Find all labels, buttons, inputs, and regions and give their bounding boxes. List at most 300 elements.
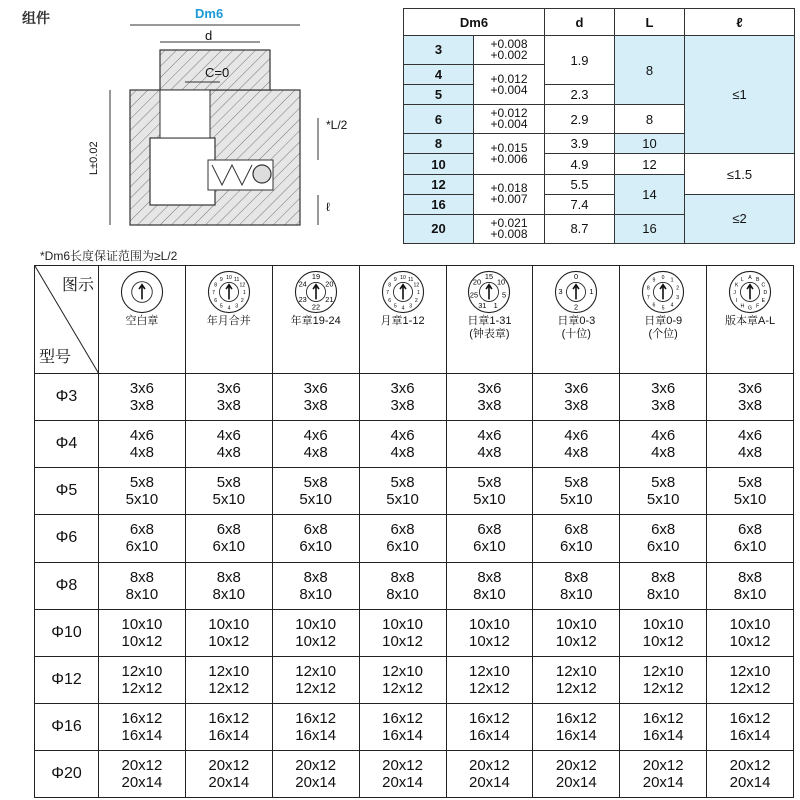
- size-option-2: 8x10: [212, 585, 246, 603]
- stamp-dial-icon: [207, 270, 251, 314]
- size-cell: [359, 515, 446, 562]
- size-option-1: 8x8: [390, 568, 415, 586]
- size-cell: [707, 562, 794, 609]
- stamp-mark: H: [740, 303, 745, 310]
- l-value: 10: [615, 134, 685, 154]
- stamp-day-clock: [446, 266, 533, 374]
- size-option-1: 12x10: [382, 662, 423, 680]
- stamp-mark: 8: [647, 285, 650, 292]
- size-cell: [185, 656, 272, 703]
- dm-value: 4: [404, 64, 474, 84]
- stamp-dial-icon: [467, 270, 511, 314]
- size-option-1: 8x8: [564, 568, 589, 586]
- size-option-1: 5x8: [477, 474, 502, 492]
- size-option-1: 6x8: [129, 521, 155, 539]
- size-option-2: 6x10: [473, 538, 506, 556]
- table-row: [35, 750, 794, 797]
- size-cell: [533, 468, 620, 515]
- size-option-1: 12x10: [729, 662, 771, 680]
- stamp-mark: 4: [227, 305, 231, 312]
- dm-value: 12: [404, 174, 474, 194]
- size-option-2: 10x12: [121, 632, 163, 650]
- size-label: Φ16: [35, 703, 99, 750]
- stamp-month: [359, 266, 446, 374]
- size-cell: [272, 750, 359, 797]
- stamp-caption-sub: (十位): [561, 328, 591, 340]
- size-option-2: 20x14: [555, 773, 597, 791]
- size-cell: [533, 703, 620, 750]
- stamp-mark: L: [740, 276, 744, 283]
- size-option-2: 12x12: [469, 679, 510, 697]
- size-option-1: 4x6: [216, 427, 241, 445]
- size-cell: [533, 515, 620, 562]
- stamp-mark: 10: [399, 274, 406, 281]
- stamp-mark: 7: [211, 290, 215, 297]
- size-option-2: 16x14: [295, 726, 337, 744]
- size-option-2: 5x10: [125, 491, 159, 509]
- stamp-mark: 9: [393, 276, 397, 283]
- size-cell: [446, 609, 533, 656]
- size-cell: [707, 703, 794, 750]
- tol-upper: +0.015: [490, 140, 528, 155]
- size-option-2: 6x10: [560, 538, 593, 556]
- size-option-2: 5x10: [212, 491, 246, 509]
- size-option-2: 10x12: [295, 632, 337, 650]
- stamp-caption: 日章0-9: [644, 315, 683, 327]
- size-option-2: 4x8: [564, 444, 589, 462]
- ell-value: ≤2: [685, 194, 795, 243]
- size-cell: [272, 703, 359, 750]
- size-cell: [707, 515, 794, 562]
- size-cell: [99, 421, 186, 468]
- size-option-2: 3x8: [564, 397, 589, 415]
- size-option-1: 4x6: [129, 427, 155, 445]
- size-option-2: 20x14: [729, 773, 771, 791]
- size-cell: [446, 750, 533, 797]
- table-row: [35, 656, 794, 703]
- size-option-2: 8x10: [125, 585, 159, 603]
- stamp-mark: 24: [298, 279, 307, 289]
- stamp-dial-icon: [641, 270, 685, 314]
- stamp-mark: 7: [385, 290, 389, 297]
- size-cell: [99, 750, 186, 797]
- size-cell: [707, 421, 794, 468]
- size-option-1: 20x12: [729, 756, 771, 774]
- size-option-2: 6x10: [646, 538, 680, 556]
- l-value: 8: [615, 105, 685, 134]
- size-option-1: 20x12: [208, 756, 250, 774]
- size-option-1: 4x6: [737, 427, 763, 445]
- size-cell: [99, 703, 186, 750]
- stamp-mark: 9: [652, 277, 656, 284]
- spec-table: [403, 8, 795, 244]
- size-option-1: 12x10: [555, 662, 597, 680]
- stamp-mark: 5: [219, 303, 223, 310]
- size-option-2: 20x14: [295, 773, 337, 791]
- size-cell: [620, 703, 707, 750]
- size-option-1: 4x6: [564, 427, 589, 445]
- d-value: 5.5: [545, 174, 615, 194]
- stamp-day-ones: [620, 266, 707, 374]
- size-option-1: 3x6: [564, 380, 589, 398]
- size-option-2: 4x8: [129, 444, 155, 462]
- size-cell: [359, 656, 446, 703]
- size-option-2: 12x12: [295, 679, 337, 697]
- dm-value: 16: [404, 194, 474, 214]
- size-option-1: 10x10: [121, 615, 163, 633]
- size-cell: [272, 515, 359, 562]
- size-option-1: 5x8: [129, 474, 155, 492]
- size-option-2: 4x8: [303, 444, 328, 462]
- size-option-2: 3x8: [390, 397, 415, 415]
- l-value: 12: [615, 154, 685, 174]
- length-note: *Dm6长度保证范围为≥L/2: [40, 249, 178, 263]
- stamp-size-table: [34, 265, 794, 798]
- stamp-mark: 3: [676, 294, 680, 301]
- size-label: Φ10: [35, 609, 99, 656]
- stamp-mark: E: [761, 297, 766, 304]
- half-l-label: *L/2: [326, 118, 348, 132]
- size-cell: [185, 468, 272, 515]
- stamp-mark: J: [733, 290, 736, 297]
- size-option-2: 4x8: [651, 444, 676, 462]
- size-option-1: 5x8: [390, 474, 415, 492]
- stamp-caption-sub: (钟表章): [469, 328, 510, 340]
- stamp-mark: 25: [470, 290, 479, 300]
- size-cell: [99, 656, 186, 703]
- size-cell: [272, 562, 359, 609]
- size-cell: [99, 562, 186, 609]
- stamp-mark: 2: [676, 285, 680, 292]
- size-option-2: 6x10: [299, 538, 332, 556]
- size-option-2: 8x10: [386, 585, 419, 603]
- size-cell: [272, 421, 359, 468]
- size-option-1: 3x6: [216, 380, 241, 398]
- stamp-mark: 22: [311, 302, 320, 312]
- stamp-mark: 3: [235, 303, 238, 310]
- size-cell: [272, 374, 359, 421]
- size-cell: [185, 750, 272, 797]
- size-cell: [620, 421, 707, 468]
- table-row: [35, 562, 794, 609]
- size-option-2: 5x10: [299, 491, 332, 509]
- size-cell: [359, 468, 446, 515]
- size-cell: [620, 609, 707, 656]
- size-cell: [446, 515, 533, 562]
- size-option-2: 16x14: [121, 726, 163, 744]
- stamp-mark: 10: [225, 274, 232, 281]
- size-option-1: 6x8: [737, 521, 763, 539]
- size-option-2: 5x10: [386, 491, 419, 509]
- size-option-1: 10x10: [642, 615, 684, 633]
- size-option-1: 5x8: [303, 474, 328, 492]
- size-option-2: 16x14: [208, 726, 250, 744]
- size-option-1: 5x8: [651, 474, 676, 492]
- size-option-2: 4x8: [737, 444, 763, 462]
- size-option-1: 12x10: [295, 662, 337, 680]
- stamp-mark: 6: [652, 302, 656, 309]
- size-option-1: 12x10: [469, 662, 510, 680]
- size-option-2: 10x12: [642, 632, 684, 650]
- size-cell: [99, 609, 186, 656]
- l-value: 8: [615, 36, 685, 105]
- stamp-version: [707, 266, 794, 374]
- size-option-2: 6x10: [125, 538, 159, 556]
- stamp-mark: 1: [416, 290, 420, 297]
- stamp-mark: 11: [233, 276, 240, 283]
- size-option-1: 4x6: [303, 427, 328, 445]
- stamp-dial-icon: [728, 270, 772, 314]
- header-l: L: [615, 9, 685, 36]
- stamp-caption: 日章1-31: [467, 315, 512, 327]
- size-cell: [359, 609, 446, 656]
- size-option-2: 3x8: [129, 397, 155, 415]
- size-option-1: 3x6: [477, 380, 502, 398]
- size-cell: [446, 421, 533, 468]
- size-option-1: 3x6: [129, 380, 155, 398]
- tol-lower: +0.004: [490, 82, 528, 97]
- d-value: 7.4: [545, 194, 615, 214]
- tol-upper: +0.012: [490, 106, 528, 121]
- stamp-dial-icon: [120, 270, 164, 314]
- stamp-mark: 31: [478, 301, 487, 311]
- size-option-2: 6x10: [733, 538, 767, 556]
- size-option-1: 20x12: [555, 756, 597, 774]
- size-option-1: 16x12: [469, 709, 510, 727]
- size-cell: [359, 421, 446, 468]
- size-cell: [99, 515, 186, 562]
- size-option-1: 16x12: [382, 709, 423, 727]
- stamp-mark: F: [756, 303, 760, 310]
- size-cell: [446, 468, 533, 515]
- size-cell: [359, 750, 446, 797]
- size-option-1: 10x10: [295, 615, 337, 633]
- size-option-1: 20x12: [121, 756, 163, 774]
- table-row: [35, 609, 794, 656]
- table-row: [35, 468, 794, 515]
- d-value: 3.9: [545, 134, 615, 154]
- size-option-1: 10x10: [729, 615, 771, 633]
- stamp-caption: 版本章A-L: [725, 315, 776, 327]
- size-option-1: 8x8: [737, 568, 763, 586]
- size-option-1: 12x10: [642, 662, 684, 680]
- stamp-mark: 8: [387, 282, 391, 289]
- corner-bottom-label: 型号: [39, 349, 72, 367]
- stamp-day-tens: [533, 266, 620, 374]
- size-option-2: 10x12: [469, 632, 510, 650]
- size-option-1: 10x10: [555, 615, 597, 633]
- dm-value: 8: [404, 134, 474, 154]
- stamp-mark: 20: [473, 277, 482, 287]
- ell-label: ℓ: [326, 200, 330, 214]
- tol-lower: +0.002: [490, 47, 528, 62]
- size-option-2: 3x8: [651, 397, 676, 415]
- size-cell: [272, 609, 359, 656]
- stamp-dial-icon: [381, 270, 425, 314]
- size-option-2: 6x10: [212, 538, 246, 556]
- size-option-1: 20x12: [382, 756, 423, 774]
- stamp-mark: 2: [240, 297, 244, 304]
- size-option-1: 3x6: [651, 380, 676, 398]
- stamp-mark: 9: [219, 276, 223, 283]
- stamp-mark: 0: [661, 274, 665, 281]
- size-label: Φ8: [35, 562, 99, 609]
- size-cell: [533, 374, 620, 421]
- size-cell: [359, 374, 446, 421]
- l-tolerance-label: L±0.02: [88, 141, 100, 175]
- corner-top-label: 图示: [61, 277, 94, 294]
- size-option-2: 16x14: [555, 726, 597, 744]
- size-option-2: 16x14: [382, 726, 423, 744]
- size-option-2: 20x14: [208, 773, 250, 791]
- size-option-1: 8x8: [216, 568, 241, 586]
- stamp-mark: C: [761, 282, 766, 289]
- size-option-1: 6x8: [390, 521, 415, 539]
- size-cell: [533, 421, 620, 468]
- d-value: 2.3: [545, 85, 615, 105]
- size-option-2: 10x12: [555, 632, 597, 650]
- dm-value: 3: [404, 36, 474, 65]
- size-option-1: 8x8: [303, 568, 328, 586]
- size-cell: [185, 703, 272, 750]
- size-option-2: 8x10: [299, 585, 332, 603]
- size-rows: [35, 374, 794, 798]
- size-cell: [185, 374, 272, 421]
- size-option-2: 20x14: [642, 773, 684, 791]
- size-cell: [707, 374, 794, 421]
- stamp-mark: 0: [574, 271, 579, 281]
- size-cell: [620, 562, 707, 609]
- size-option-2: 10x12: [729, 632, 771, 650]
- size-cell: [359, 562, 446, 609]
- header-ell: ℓ: [685, 9, 795, 36]
- tol-lower: +0.007: [490, 192, 528, 207]
- size-option-1: 20x12: [295, 756, 337, 774]
- size-option-1: 10x10: [382, 615, 423, 633]
- size-label: Φ6: [35, 515, 99, 562]
- table-row: [35, 703, 794, 750]
- size-label: Φ3: [35, 374, 99, 421]
- header-dm6: Dm6: [404, 9, 545, 36]
- dm-value: 5: [404, 85, 474, 105]
- tol-lower: +0.004: [490, 117, 528, 132]
- stamp-mark: 23: [298, 294, 307, 304]
- dm6-dimension-label: Dm6: [195, 6, 224, 21]
- stamp-mark: 3: [558, 287, 563, 297]
- size-option-2: 6x10: [386, 538, 419, 556]
- size-cell: [707, 750, 794, 797]
- size-cell: [185, 562, 272, 609]
- size-option-1: 6x8: [216, 521, 241, 539]
- size-option-2: 16x14: [469, 726, 510, 744]
- size-option-2: 3x8: [737, 397, 763, 415]
- header-d: d: [545, 9, 615, 36]
- size-cell: [533, 656, 620, 703]
- size-option-2: 12x12: [382, 679, 423, 697]
- size-cell: [446, 703, 533, 750]
- stamp-mark: D: [763, 290, 768, 297]
- d-value: 1.9: [545, 36, 615, 85]
- stamp-mark: 11: [407, 276, 413, 283]
- size-option-2: 3x8: [477, 397, 502, 415]
- size-option-1: 4x6: [651, 427, 676, 445]
- stamp-caption: 月章1-12: [380, 315, 425, 327]
- stamp-mark: 7: [647, 294, 650, 301]
- size-cell: [185, 515, 272, 562]
- stamp-mark: 19: [311, 271, 320, 281]
- size-option-1: 6x8: [564, 521, 589, 539]
- stamp-blank: [99, 266, 186, 374]
- size-option-1: 12x10: [208, 662, 250, 680]
- stamp-caption: 空白章: [125, 315, 159, 327]
- size-cell: [446, 374, 533, 421]
- stamp-dial-icon: [554, 270, 598, 314]
- stamp-caption: 年月合并: [206, 315, 251, 327]
- size-option-2: 4x8: [390, 444, 415, 462]
- size-label: Φ4: [35, 421, 99, 468]
- size-cell: [620, 468, 707, 515]
- size-label: Φ20: [35, 750, 99, 797]
- stamp-mark: 3: [408, 303, 412, 310]
- size-option-1: 3x6: [390, 380, 415, 398]
- size-option-1: 4x6: [390, 427, 415, 445]
- size-option-2: 8x10: [560, 585, 593, 603]
- tol-lower: +0.006: [490, 151, 528, 166]
- size-option-1: 20x12: [469, 756, 510, 774]
- stamp-mark: 5: [393, 303, 397, 310]
- size-cell: [707, 468, 794, 515]
- table-row: [35, 515, 794, 562]
- stamp-mark: 1: [242, 290, 246, 297]
- corner-cell: [35, 266, 99, 374]
- size-option-2: 12x12: [208, 679, 250, 697]
- l-value: 16: [615, 214, 685, 243]
- size-cell: [272, 468, 359, 515]
- size-cell: [620, 750, 707, 797]
- stamp-mark: G: [748, 305, 753, 312]
- c0-label: C=0: [205, 65, 230, 80]
- size-option-2: 3x8: [216, 397, 241, 415]
- size-option-1: 20x12: [642, 756, 684, 774]
- stamp-mark: 2: [414, 297, 418, 304]
- stamp-mark: 4: [670, 302, 674, 309]
- size-option-1: 5x8: [564, 474, 589, 492]
- stamp-year: [272, 266, 359, 374]
- stamp-mark: 12: [413, 282, 419, 289]
- size-option-2: 20x14: [469, 773, 510, 791]
- stamp-mark: I: [735, 297, 738, 304]
- size-option-2: 5x10: [473, 491, 506, 509]
- stamp-mark: B: [756, 276, 760, 283]
- stamp-mark: 21: [324, 294, 334, 304]
- stamp-mark: 4: [401, 305, 404, 312]
- size-option-1: 16x12: [121, 709, 163, 727]
- size-cell: [99, 468, 186, 515]
- stamp-mark: 1: [494, 301, 499, 311]
- d-dimension-label: d: [205, 28, 213, 43]
- table-row: [35, 421, 794, 468]
- stamp-header-row: [35, 266, 794, 374]
- size-option-2: 4x8: [477, 444, 502, 462]
- size-option-1: 10x10: [208, 615, 250, 633]
- size-cell: [707, 656, 794, 703]
- size-option-2: 12x12: [642, 679, 684, 697]
- size-option-1: 4x6: [477, 427, 502, 445]
- size-cell: [446, 656, 533, 703]
- size-option-2: 16x14: [642, 726, 684, 744]
- size-option-1: 3x6: [303, 380, 328, 398]
- size-label: Φ12: [35, 656, 99, 703]
